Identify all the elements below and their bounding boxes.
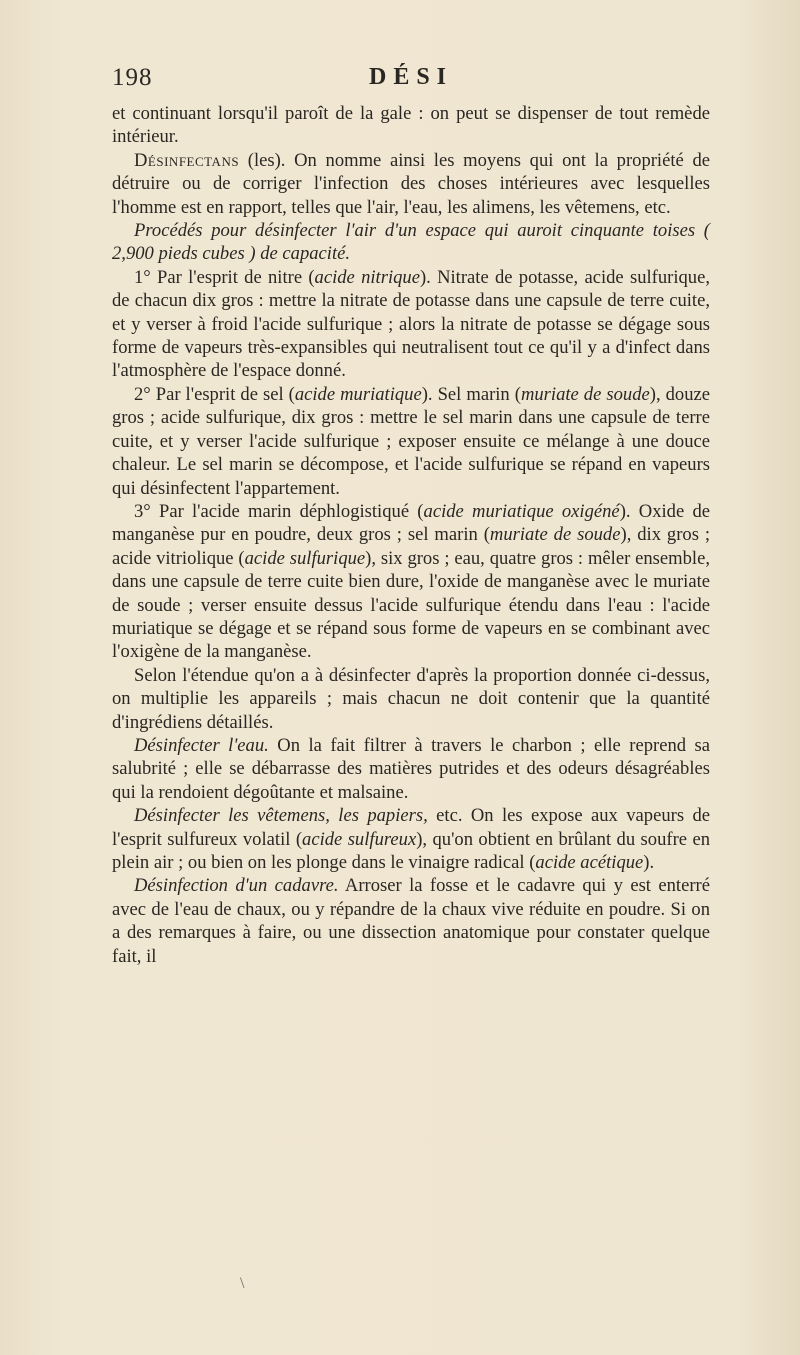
paragraph-desinfectans: Désinfectans (les). On nomme ainsi les moyens qui ont la propriété de détruire ou de corriger l'infection des choses intérieures avec lesquelles l'homme est en rapport, telles que l'air, l'eau, les alimens, les vêtemens, etc. <box>112 149 710 218</box>
subheading-clothes: Désinfecter les vêtemens, les papiers, <box>134 805 428 827</box>
paragraph-method-2: 2° Par l'esprit de sel (acide muriatique). Sel marin (muriate de soude), douze gros ; acide sulfurique, dix gros : mettre le sel marin dans une capsule de terre cuite, et y verser l'acide sulfurique ; exposer ensuite ce mélange à une douce chaleur. Le sel marin se décompose, et l'acide sulfurique se répand en vapeurs qui désinfectent l'appartement. <box>112 383 711 499</box>
paragraph-method-3: 3° Par l'acide marin déphlogistiqué (acide muriatique oxigéné). Oxide de manganèse pur en poudre, deux gros ; sel marin (muriate de soude), dix gros ; acide vitriolique (acide sulfurique), six gros ; eau, quatre gros : mêler ensemble, dans une capsule de terre cuite bien dure, l'oxide de manganèse avec le muriate de soude ; verser ensuite dessus l'acide sulfurique étendu dans l'eau : l'acide muriatique se dégage et se répand sous forme de vapeurs en se combinant avec l'oxigène de la manganèse. <box>112 500 711 663</box>
paragraph-proportion: Selon l'étendue qu'on a à désinfecter d'après la proportion donnée ci-dessus, on multiplie les appareils ; mais chacun ne doit contenir que la quantité d'ingrédiens détaillés. <box>112 664 710 733</box>
stray-ink-mark: \ <box>240 1275 245 1292</box>
body-text <box>112 102 710 968</box>
paragraph-water: Désinfecter l'eau. On la fait filtrer à travers le charbon ; elle reprend sa salubrité ; elle se débarrasse des matières putrides et des odeurs désagréables qui la rendoient dégoûtante et malsaine. <box>112 734 710 803</box>
running-head <box>112 64 710 96</box>
paragraph-air-heading: Procédés pour désinfecter l'air d'un espace qui auroit cinquante toises ( 2,900 pieds cubes ) de capacité. <box>112 220 710 265</box>
paragraph-gale-end: et continuant lorsqu'il paroît de la gale : on peut se dispenser de tout remède intérieur. <box>112 103 710 148</box>
paragraph-cadaver: Désinfection d'un cadavre. Arroser la fosse et le cadavre qui y est enterré avec de l'eau de chaux, ou y répandre de la chaux vive réduite en poudre. Si on a des remarques à faire, ou une dissection anatomique pour constater quelque fait, il <box>112 875 710 967</box>
page-number: 198 <box>112 64 153 91</box>
paragraph-method-1: 1° Par l'esprit de nitre (acide nitrique). Nitrate de potasse, acide sulfurique, de chacun dix gros : mettre la nitrate de potasse dans une capsule de terre cuite, et y verser à froid l'acide sulfurique ; alors la nitrate de potasse se dégage sous forme de vapeurs très-expansibles qui neutralisent tout ce qu'il y a d'infect dans l'atmosphère de l'espace donné. <box>112 266 711 382</box>
entry-term: Désinfectans <box>134 149 240 171</box>
running-title: DÉSI <box>368 64 454 90</box>
subheading-water: Désinfecter l'eau. <box>134 734 269 756</box>
paragraph-clothes-papers: Désinfecter les vêtemens, les papiers, etc. On les expose aux vapeurs de l'esprit sulfureux volatil (acide sulfureux), qu'on obtient en brûlant du soufre en plein air ; ou bien on les plonge dans le vinaigre radical (acide acétique). <box>112 805 710 873</box>
subheading-cadaver: Désinfection d'un cadavre. <box>134 875 339 897</box>
